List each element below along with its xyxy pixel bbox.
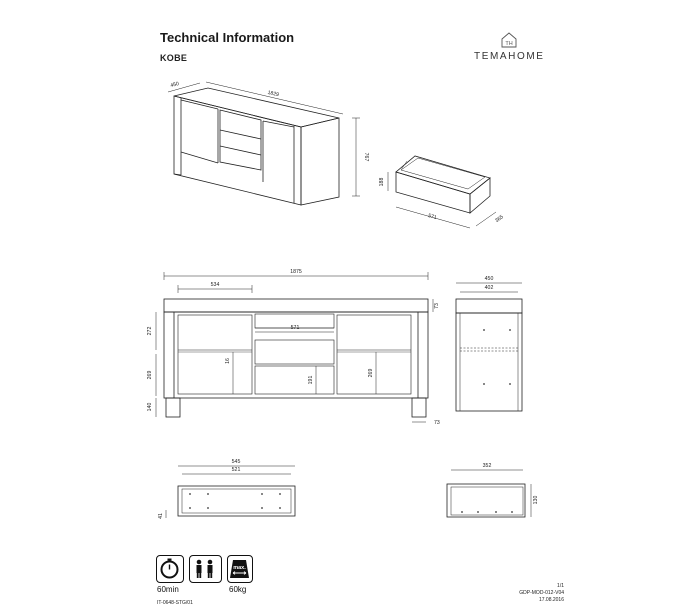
iso-cabinet-drawing (174, 88, 339, 205)
page-marker: 1/1 (557, 583, 564, 589)
front-drawer-width: 571 (290, 325, 300, 331)
front-upper-height: 272 (147, 326, 153, 336)
max-load-icon (227, 555, 253, 583)
drawer-width-label: 571 (427, 213, 438, 222)
brand-name: TEMAHOME (474, 51, 545, 62)
panel-outer-width: 545 (231, 459, 241, 465)
panel-view-drawing (178, 486, 295, 516)
drawer-view-drawing (447, 484, 525, 517)
assembly-time-value: 60min (157, 585, 179, 594)
front-top-thickness: 73 (434, 303, 440, 309)
panel-inner-width: 521 (231, 467, 241, 473)
max-load-value: 60kg (229, 585, 247, 594)
max-label: max. (233, 565, 246, 571)
front-leg-height: 140 (147, 402, 153, 412)
front-overall-width: 1875 (290, 269, 302, 275)
drawer-depth-label: 365 (494, 214, 505, 225)
drawer-view-height: 130 (533, 495, 539, 505)
doc-code-right: GDP-MOD-012-V04 (519, 590, 564, 596)
iso-drawer-drawing (396, 156, 490, 213)
side-overall-depth: 450 (484, 276, 494, 282)
drawer-height-label: 188 (379, 177, 385, 187)
product-name: KOBE (160, 53, 188, 63)
front-shelf-height: 269 (147, 370, 153, 380)
front-right-shelf-height: 269 (368, 368, 374, 378)
assembly-time-icon (156, 555, 184, 583)
front-drawer-gap: 191 (308, 375, 314, 385)
iso-width-label: 1829 (266, 89, 280, 99)
side-view-drawing (456, 299, 522, 411)
iso-height-label: 767 (363, 152, 369, 162)
iso-depth-label: 450 (169, 81, 180, 90)
front-leg-width: 73 (434, 420, 440, 426)
front-door-width: 534 (210, 282, 220, 288)
panel-edge-dim: 41 (158, 513, 164, 519)
logo-mark: TH (505, 41, 513, 47)
drawer-view-width: 352 (482, 463, 492, 469)
document-date: 17.08.2016 (538, 597, 564, 603)
page-title: Technical Information (160, 30, 295, 45)
front-view-drawing (164, 299, 428, 417)
doc-code-left: IT-0648-STG/01 (157, 600, 193, 606)
two-person-assembly-icon (189, 555, 222, 583)
front-inner-dim: 16 (225, 358, 231, 364)
side-inner-depth: 402 (484, 285, 494, 291)
